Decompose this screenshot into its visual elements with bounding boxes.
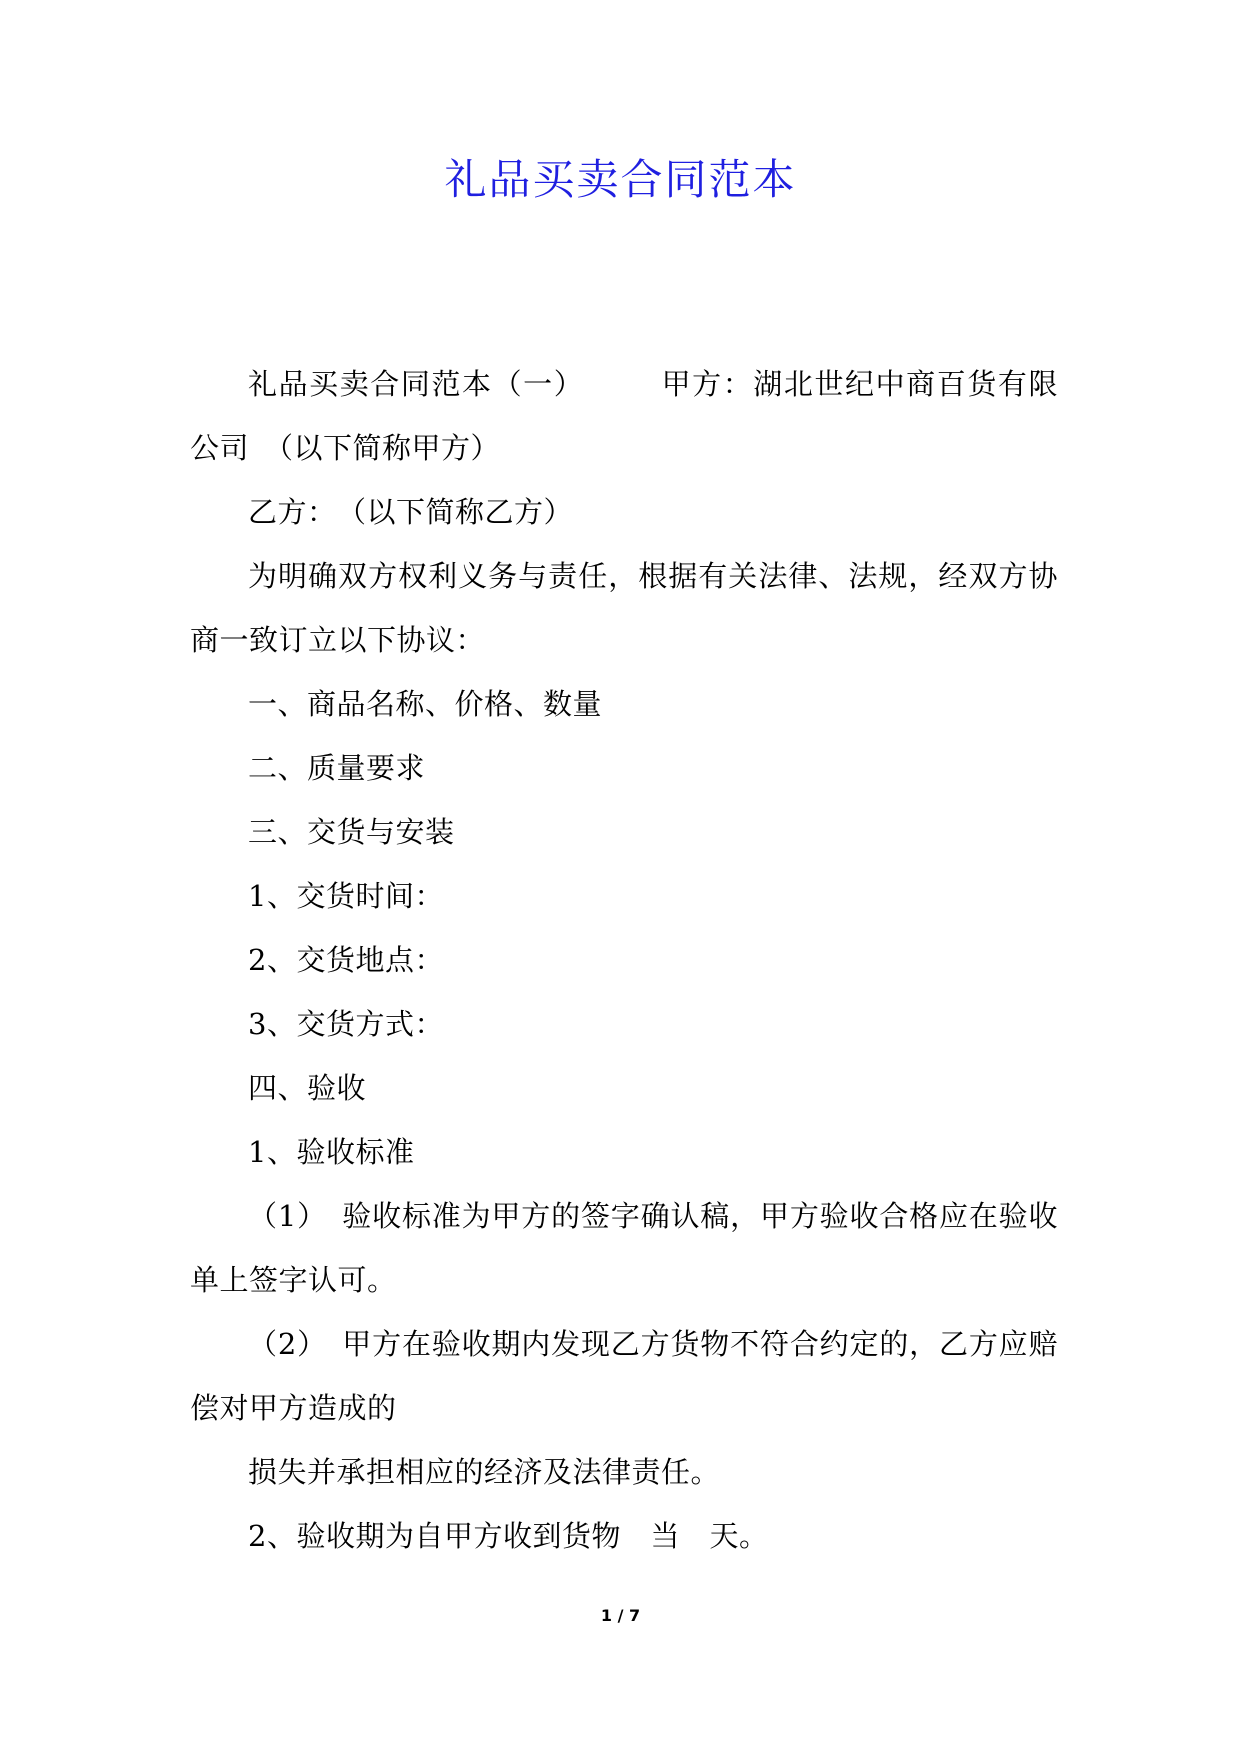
paragraph-party-b: 乙方： （以下简称乙方） [248,495,574,529]
clause-delivery-method: 3、交货方式： [248,1007,444,1041]
page-number: 1 / 7 [600,1606,641,1625]
clause-acceptance-item-2-cont: 损失并承担相应的经济及法律责任。 [248,1455,721,1489]
clause-delivery-place: 2、交货地点： [248,943,444,977]
section-heading-acceptance: 四、验收 [248,1071,367,1105]
clause-acceptance-item-1: （1） 验收标准为甲方的签字确认稿，甲方验收合格应在验收单上签字认可。 [190,1199,1058,1297]
document-title: 礼品买卖合同范本 [444,155,797,204]
section-heading-delivery: 三、交货与安装 [248,815,455,849]
clause-acceptance-item-2: （2） 甲方在验收期内发现乙方货物不符合约定的，乙方应赔偿对甲方造成的 [190,1327,1058,1425]
paragraph-purpose: 为明确双方权利义务与责任，根据有关法律、法规，经双方协商一致订立以下协议： [190,559,1058,657]
clause-acceptance-period: 2、验收期为自甲方收到货物 当 天。 [248,1519,769,1553]
clause-acceptance-standard: 1、验收标准 [248,1135,415,1169]
section-heading-goods: 一、商品名称、价格、数量 [248,687,603,721]
section-heading-quality: 二、质量要求 [248,751,426,785]
document-body [190,352,1058,1568]
paragraph-intro: 礼品买卖合同范本（一） 甲方：湖北世纪中商百货有限公司 （以下简称甲方） [190,367,1058,465]
clause-delivery-time: 1、交货时间： [248,879,444,913]
